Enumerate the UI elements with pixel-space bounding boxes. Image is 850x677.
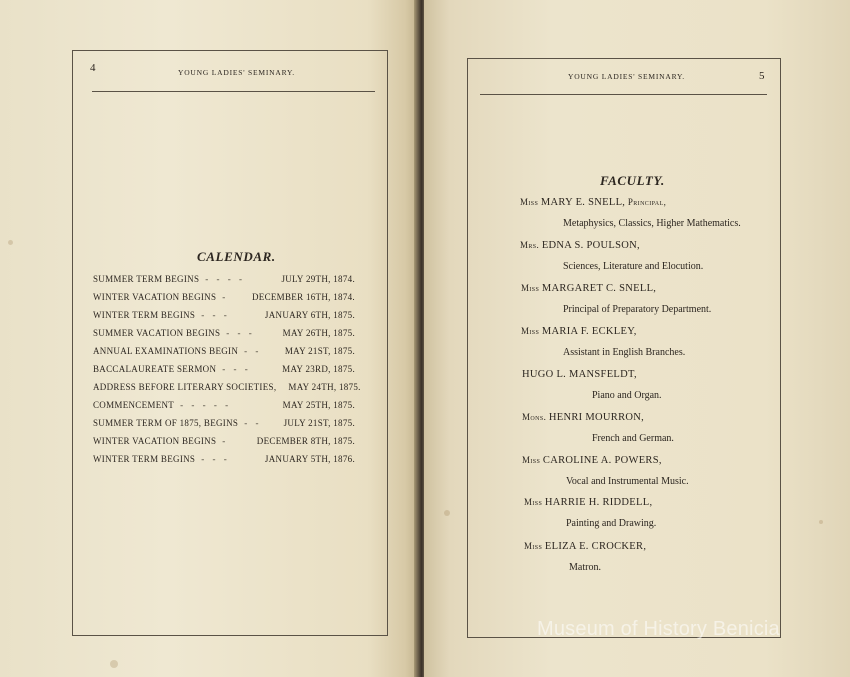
page-number: 4	[90, 62, 96, 74]
calendar-date: JANUARY 5TH, 1876.	[264, 454, 355, 464]
faculty-name: CAROLINE A. POWERS,	[542, 455, 662, 466]
paper-stain	[8, 240, 13, 245]
header-rule	[92, 91, 375, 92]
faculty-entry	[522, 369, 662, 401]
leader-dots: -	[222, 292, 229, 302]
calendar-date: MAY 26TH, 1875.	[282, 328, 355, 338]
paper-stain	[110, 660, 118, 668]
faculty-entry	[521, 326, 685, 358]
calendar-row	[93, 436, 355, 452]
faculty-honorific: Mrs.	[520, 240, 540, 250]
calendar-date: DECEMBER 8TH, 1875.	[256, 436, 355, 446]
calendar-title: CALENDAR.	[197, 249, 276, 264]
calendar-event: WINTER VACATION BEGINS	[93, 436, 217, 446]
calendar-event: SUMMER TERM BEGINS	[93, 274, 200, 284]
calendar-date: JULY 21ST, 1875.	[283, 418, 355, 428]
faculty-description: Piano and Organ.	[592, 390, 662, 401]
leader-dots: - -	[244, 418, 262, 428]
faculty-description: Metaphysics, Classics, Higher Mathematics.	[563, 218, 741, 229]
calendar-event: WINTER VACATION BEGINS	[93, 292, 217, 302]
right-page	[424, 0, 850, 677]
faculty-honorific: Miss	[521, 283, 540, 293]
leader-dots: - - -	[222, 364, 251, 374]
leader-dots: - - -	[226, 328, 255, 338]
calendar-event: BACCALAUREATE SERMON	[93, 364, 217, 374]
faculty-description: Sciences, Literature and Elocution.	[563, 261, 704, 272]
faculty-honorific: Miss	[520, 197, 539, 207]
calendar-event: WINTER TERM BEGINS	[93, 310, 196, 320]
calendar-row	[93, 346, 355, 362]
running-head: YOUNG LADIES' SEMINARY.	[568, 72, 685, 81]
faculty-honorific: Miss	[524, 541, 543, 551]
faculty-description: Painting and Drawing.	[566, 518, 657, 529]
faculty-entry	[524, 541, 646, 573]
calendar-row	[93, 418, 355, 434]
calendar-event: SUMMER VACATION BEGINS	[93, 328, 221, 338]
faculty-entry	[520, 240, 703, 272]
faculty-name: EDNA S. POULSON,	[541, 240, 640, 251]
faculty-name: HENRI MOURRON,	[548, 412, 645, 423]
calendar-row	[93, 454, 355, 470]
calendar-date: MAY 21ST, 1875.	[284, 346, 355, 356]
leader-dots: - - -	[201, 454, 230, 464]
calendar-event: WINTER TERM BEGINS	[93, 454, 196, 464]
calendar-row	[93, 292, 355, 308]
calendar-row	[93, 274, 355, 290]
faculty-name: HARRIE H. RIDDELL,	[544, 497, 653, 508]
page-number: 5	[759, 70, 765, 82]
calendar-date: MAY 24TH, 1875.	[288, 382, 361, 392]
header-rule	[480, 94, 767, 95]
calendar-row	[93, 310, 355, 326]
faculty-honorific: Miss	[522, 455, 541, 465]
calendar-event: COMMENCEMENT	[93, 400, 175, 410]
faculty-name: MARGARET C. SNELL,	[541, 283, 657, 294]
calendar-row	[93, 364, 355, 380]
running-head: YOUNG LADIES' SEMINARY.	[178, 68, 295, 77]
faculty-honorific: Miss	[521, 326, 540, 336]
calendar-date: MAY 25TH, 1875.	[282, 400, 355, 410]
faculty-name: MARY E. SNELL,	[540, 197, 626, 208]
faculty-role: Principal,	[627, 197, 667, 207]
faculty-entry	[520, 197, 741, 229]
leader-dots: - -	[244, 346, 262, 356]
faculty-name: ELIZA E. CROCKER,	[544, 541, 647, 552]
faculty-entry	[522, 455, 689, 487]
calendar-date: DECEMBER 16TH, 1874.	[251, 292, 355, 302]
faculty-honorific: Mons.	[522, 412, 547, 422]
calendar-row	[93, 400, 355, 416]
calendar-event: ADDRESS BEFORE LITERARY SOCIETIES,	[93, 382, 277, 392]
faculty-entry	[522, 412, 674, 444]
calendar-event: SUMMER TERM OF 1875, BEGINS	[93, 418, 239, 428]
watermark: Museum of History Benicia	[537, 618, 780, 640]
leader-dots: - - - - -	[180, 400, 232, 410]
faculty-description: Matron.	[569, 562, 601, 573]
faculty-name: HUGO L. MANSFELDT,	[522, 369, 637, 380]
faculty-description: Principal of Preparatory Department.	[563, 304, 712, 315]
leader-dots: -	[222, 436, 229, 446]
faculty-title: FACULTY.	[600, 173, 665, 188]
faculty-entry	[524, 497, 656, 529]
calendar-date: MAY 23RD, 1875.	[282, 364, 355, 374]
left-page	[0, 0, 418, 677]
calendar-date: JANUARY 6TH, 1875.	[264, 310, 355, 320]
leader-dots: - - - -	[205, 274, 245, 284]
faculty-honorific: Miss	[524, 497, 543, 507]
faculty-description: French and German.	[592, 433, 674, 444]
faculty-entry	[521, 283, 711, 315]
paper-stain	[444, 510, 450, 516]
leader-dots: - - -	[201, 310, 230, 320]
faculty-name: MARIA F. ECKLEY,	[541, 326, 637, 337]
faculty-description: Vocal and Instrumental Music.	[566, 476, 689, 487]
paper-stain	[819, 520, 823, 524]
faculty-description: Assistant in English Branches.	[563, 347, 686, 358]
calendar-event: ANNUAL EXAMINATIONS BEGIN	[93, 346, 239, 356]
calendar-date: JULY 29TH, 1874.	[281, 274, 355, 284]
calendar-row	[93, 328, 355, 344]
calendar-row	[93, 382, 361, 398]
